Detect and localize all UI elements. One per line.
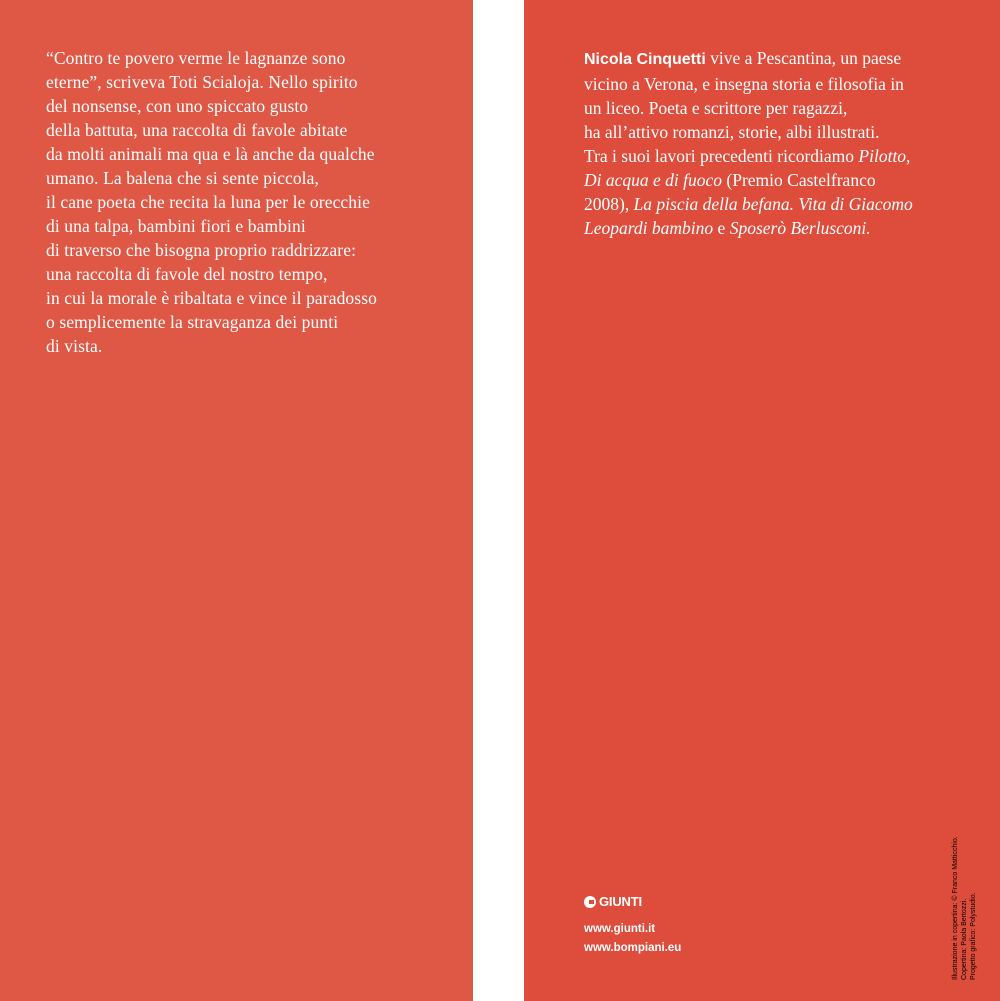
book-title: Leopardi bambino — [584, 218, 714, 238]
blurb-line: o semplicemente la stravaganza dei punti — [46, 312, 339, 332]
publisher-logo — [584, 894, 642, 909]
book-title: Sposerò Berlusconi. — [729, 218, 871, 238]
blurb-line: del nonsense, con uno spiccato gusto — [46, 96, 309, 116]
bio-line — [584, 168, 984, 192]
book-title: Di acqua e di fuoco — [584, 170, 723, 190]
credit-line: Illustrazione in copertina: © Franco Matticchio. — [952, 836, 959, 980]
author-name: Nicola Cinquetti — [584, 51, 706, 68]
credit-line: Copertina: Paola Bertozzi. — [961, 898, 968, 980]
bio-text: 2008), — [584, 194, 634, 214]
blurb-line: una raccolta di favole del nostro tempo, — [46, 264, 328, 284]
bio-line — [584, 192, 984, 216]
giunti-g-icon — [584, 896, 596, 908]
bio-line: vicino a Verona, e insegna storia e filosofia in — [584, 74, 904, 94]
blurb-line: “Contro te povero verme le lagnanze sono — [46, 48, 346, 68]
blurb-line: di vista. — [46, 336, 103, 356]
website-links — [584, 920, 681, 958]
bio-text: vive a Pescantina, un paese — [705, 48, 902, 68]
bio-line: un liceo. Poeta e scrittore per ragazzi, — [584, 98, 848, 118]
blurb-line: in cui la morale è ribaltata e vince il paradosso — [46, 288, 377, 308]
blurb-text — [46, 46, 446, 358]
bio-line: ha all’attivo romanzi, storie, albi illustrati. — [584, 122, 880, 142]
bio-line — [584, 144, 984, 168]
bio-text: (Premio Castelfranco — [722, 170, 876, 190]
giunti-website-link[interactable]: www.giunti.it — [584, 923, 656, 935]
author-bio — [584, 46, 984, 240]
left-flap — [0, 0, 473, 1001]
bio-text: Tra i suoi lavori precedenti ricordiamo — [584, 146, 859, 166]
blurb-line: eterne”, scriveva Toti Scialoja. Nello spirito — [46, 72, 358, 92]
blurb-line: umano. La balena che si sente piccola, — [46, 168, 319, 188]
blurb-line: della battuta, una raccolta di favole abitate — [46, 120, 348, 140]
blurb-line: di una talpa, bambini fiori e bambini — [46, 216, 306, 236]
blurb-line: di traverso che bisogna proprio raddrizzare: — [46, 240, 357, 260]
bio-line — [584, 46, 984, 72]
bompiani-website-link[interactable]: www.bompiani.eu — [584, 942, 682, 954]
right-flap — [524, 0, 1000, 1001]
cover-credits — [951, 780, 977, 980]
book-title: Pilotto, — [858, 146, 911, 166]
book-title: La piscia della befana. Vita di Giacomo — [633, 194, 913, 214]
blurb-line: il cane poeta che recita la luna per le orecchie — [46, 192, 370, 212]
bio-line — [584, 216, 984, 240]
credit-line: Progetto grafico: Polystudio. — [970, 892, 977, 980]
blurb-line: da molti animali ma qua e là anche da qualche — [46, 144, 375, 164]
bio-text: e — [713, 218, 730, 238]
publisher-name: GIUNTI — [599, 894, 642, 909]
